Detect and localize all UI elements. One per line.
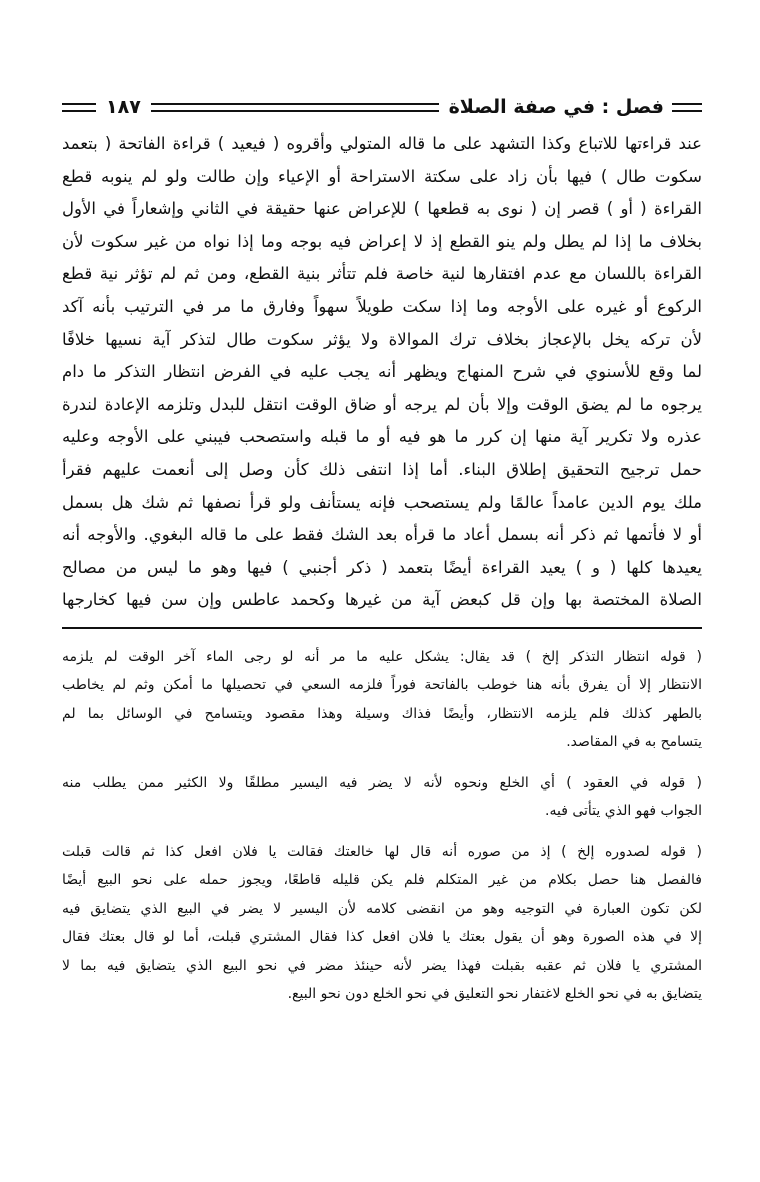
footnote-line: ( قوله انتظار التذكر إلخ ) قد يقال: يشكل عليه ما مر أنه لو رجى الماء آخر الوقت لم يلزمه bbox=[62, 648, 702, 665]
book-page bbox=[62, 92, 702, 1021]
footnotes bbox=[62, 643, 702, 1009]
text-line: لأن تركه يخل بالإعجاز بخلاف ترك الموالاة ولا يؤثر سكوت طال لتذكر آية نسيها خلافًا bbox=[62, 329, 702, 349]
text-line: يعيدها كلها ( و ) يعيد القراءة أيضًا بتعمد ( ذكر أجنبي ) فيها وهو ما ليس من مصالح bbox=[62, 557, 702, 577]
page-number: ١٨٧ bbox=[106, 96, 141, 118]
text-line: لما وقع للأسنوي في شرح المنهاج ويظهر أنه يجب عليه في الفرض انتظار التذكر ما دام bbox=[62, 362, 702, 382]
footnote-line: فالفصل هنا حصل بكلام من غير المتكلم فلم يكن قليله قاطعًا، ويجوز حمله على نحو البيع أيضًا bbox=[62, 872, 702, 889]
text-line: سكوت طال ) فيها بأن زاد على سكتة الاستراحة أو الإعياء وإن طالت ولو لم ينوبه قطع bbox=[62, 166, 702, 186]
text-line: يرجوه ما لم يضق الوقت وإلا بأن لم يرجه أو ضاق الوقت انتقل للبدل وتلزمه الإعادة لندرة bbox=[62, 394, 702, 414]
footnote-line: إلا في هذه الصورة وهو أن يقول بعتك يا فلان افعل كذا فقال المشتري قبلت، أما لو قال بعتك فقال bbox=[62, 929, 702, 946]
text-line: الركوع أو غيره على الأوجه وما إذا سكت طويلاً سهواً وفارق ما مر في الترتيب بأنه آكد bbox=[62, 296, 702, 316]
text-line: ملك يوم الدين عامداً عالمًا ولم يستصحب فإنه يستأنف ولو قرأ نصفها ثم شك هل بسمل bbox=[62, 492, 702, 512]
main-text bbox=[62, 128, 702, 617]
footnote-line: الانتظار إلا أن يفرق بأنه هنا خوطب بالفاتحة فوراً فلزمه السعي في تحصيلها ما أمكن وثم لم يخاطب bbox=[62, 677, 702, 694]
footnote-line: ( قوله في العقود ) أي الخلع ونحوه لأنه لا يضر فيه اليسير مطلقًا ولا الكثير ممن يطلب منه bbox=[62, 774, 702, 791]
footnote-line: يتضايق به في نحو الخلع لاغتفار نحو التعليق في نحو الخلع دون نحو البيع. bbox=[287, 986, 702, 1003]
text-line: حمل ترجيح التحقيق إطلاق البناء. أما إذا انتفى ذلك كأن وصل إلى أنعمت عليهم فقرأ bbox=[62, 459, 702, 479]
text-line: القراءة ( أو ) قصر إن ( نوى به قطعها ) للإعراض عنها حقيقة في الثاني وإشعاراً في الأول bbox=[62, 199, 702, 219]
text-line: أو لا فأتمها ثم ذكر أنه بسمل أعاد ما قرأه بعد الشك فقط على ما قاله البغوي. والأوجه أنه bbox=[62, 525, 702, 545]
footnote bbox=[62, 838, 702, 1009]
page-header bbox=[62, 92, 702, 122]
text-line: الصلاة المختصة بها وإن قل كبعض آية من غيرها وكحمد عاطس وإن سن فيها كخارجها bbox=[62, 590, 702, 610]
header-ornament-right bbox=[672, 103, 702, 112]
footnote-line: ( قوله لصدوره إلخ ) إذ من صوره أنه قال لها خالعتك فقالت يا فلان افعل كذا ثم قالت قبلت bbox=[62, 843, 702, 860]
text-line: بخلاف ما إذا لم يطل ولم ينو القطع إذ لا إعراض فيه بوجه وما إذا نواه من غير سكوت لأن bbox=[62, 231, 702, 251]
footnote bbox=[62, 643, 702, 757]
footnote-line: يتسامح به في المقاصد. bbox=[566, 734, 702, 751]
chapter-title: فصل : في صفة الصلاة bbox=[448, 96, 664, 118]
header-rule bbox=[151, 103, 439, 112]
text-line: عند قراءتها للاتباع وكذا التشهد على ما قاله المتولي وأقروه ( فيعيد ) قراءة الفاتحة ( بتعمد bbox=[62, 134, 702, 153]
footnote-line: بالطهر كذلك فلم يلزمه الانتظار، وأيضًا فذاك وسيلة وهذا مقصود ويتسامح في الوسائل بما لم bbox=[62, 705, 702, 722]
header-ornament-left bbox=[62, 103, 96, 112]
footnote-line: لكن تكون العبارة في التوجيه وهو من انقضى كلامه لأن اليسير لا يضر في البيع الذي يتضايق فيه bbox=[62, 900, 702, 917]
footnote-divider bbox=[62, 627, 702, 629]
footnote-line: المشتري يا فلان ثم عقبه بقبلت فهذا يضر لأنه حينئذ مضر في نحو البيع الذي يتضايق فيه بما لا bbox=[62, 957, 702, 974]
footnote bbox=[62, 769, 702, 826]
text-line: القراءة باللسان مع عدم افتقارها لنية خاصة فلم تتأثر بنية القطع، ومن ثم لم تؤثر نية قطع bbox=[62, 264, 702, 284]
text-line: عذره ولا تكرير آية منها إن كرر ما هو فيه أو ما قبله واستصحب فيبني على الأوجه وعليه bbox=[62, 427, 702, 447]
footnote-line: الجواب فهو الذي يتأتى فيه. bbox=[545, 803, 702, 820]
